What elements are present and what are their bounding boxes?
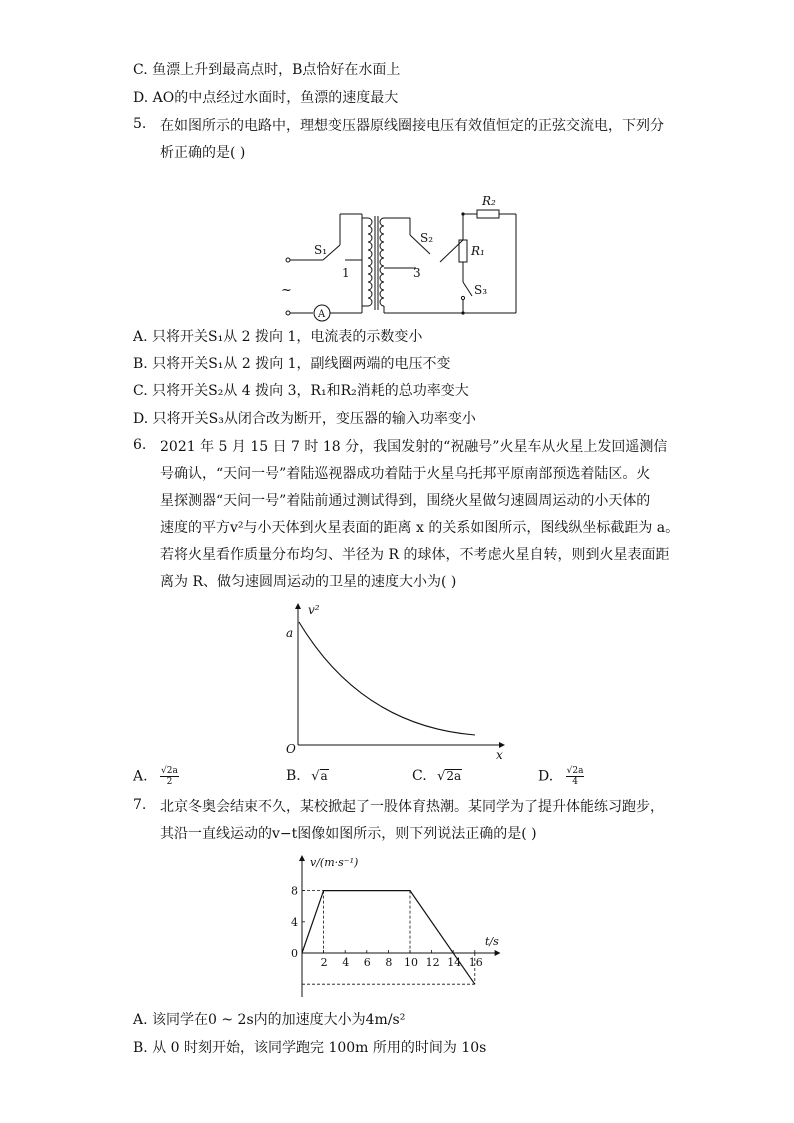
- q4-option-d: D. AO的中点经过水面时，鱼漂的速度最大: [133, 90, 399, 106]
- s3-label: S₃: [474, 283, 488, 297]
- q6-stem-line5: 若将火星看作质量分布均匀、半径为 R 的球体，不考虑火星自转，则到火星表面距: [160, 547, 670, 563]
- q7-stem-line2: 其沿一直线运动的v−t图像如图所示，则下列说法正确的是( ): [160, 826, 537, 842]
- vt-x-tick-label-14: 14: [447, 956, 462, 969]
- q5-number: 5.: [133, 116, 147, 132]
- q7-vt-chart: [280, 850, 510, 1010]
- r2-label: R₂: [482, 194, 496, 208]
- q7-option-b: B. 从 0 时刻开始，该同学跑完 100m 所用的时间为 10s: [133, 1040, 487, 1056]
- decay-curve: [299, 622, 475, 735]
- vt-x-tick-label-2: 2: [320, 956, 328, 969]
- q6-option-a: A. $\frac{√2a}{2}$: [133, 766, 178, 787]
- q6-number: 6.: [133, 437, 147, 453]
- vt-series-line: [302, 891, 475, 985]
- vt-y-tick-label-4: 4: [291, 915, 298, 929]
- vt-x-axis-label: t/s: [485, 935, 499, 948]
- vt-x-tick-label-16: 16: [468, 956, 483, 969]
- q6-option-b: B. √a: [286, 768, 328, 784]
- s2-label: S₂: [420, 231, 434, 245]
- ammeter-icon: A: [318, 309, 326, 320]
- q6-v2-x-graph: [280, 600, 510, 765]
- q7-option-a: A. 该同学在0 ~ 2s内的加速度大小为4m/s²: [133, 1012, 406, 1028]
- x-axis-label: x: [496, 748, 503, 762]
- vt-x-tick-label-6: 6: [363, 956, 371, 969]
- q5-stem-line2: 析正确的是( ): [160, 145, 246, 161]
- tap-1-label: 1: [342, 266, 350, 280]
- q6-stem-line6: 离为 R、做匀速圆周运动的卫星的速度大小为( ): [160, 574, 457, 590]
- vt-y-axis-label: v/(m·s⁻¹): [310, 856, 359, 869]
- ac-source-symbol: ~: [281, 283, 292, 298]
- vt-x-tick-label-10: 10: [404, 956, 418, 969]
- q7-stem-line1: 北京冬奥会结束不久，某校掀起了一股体育热潮。某同学为了提升体能练习跑步，: [160, 799, 664, 815]
- q5-option-c: C. 只将开关S₂从 4 拨向 3，R₁和R₂消耗的总功率变大: [133, 383, 469, 399]
- q6-stem-line1: 2021 年 5 月 15 日 7 时 18 分，我国发射的“祝融号”火星车从火星上发回遥测信: [160, 439, 668, 455]
- vt-x-tick-label-8: 8: [385, 956, 393, 969]
- q6-option-c: C. √2a: [412, 768, 462, 784]
- q5-option-a: A. 只将开关S₁从 2 拨向 1，电流表的示数变小: [133, 329, 423, 345]
- y-axis-label: v²: [308, 603, 320, 617]
- r1-label: R₁: [471, 244, 485, 258]
- vt-x-tick-label-12: 12: [425, 956, 440, 969]
- vt-y-tick-label-8: 8: [291, 884, 298, 898]
- q5-stem-line1: 在如图所示的电路中，理想变压器原线圈接电压有效值恒定的正弦交流电，下列分: [160, 118, 664, 134]
- q5-circuit-diagram: [280, 190, 530, 325]
- q7-number: 7.: [133, 797, 147, 813]
- q5-option-d: D. 只将开关S₃从闭合改为断开，变压器的输入功率变小: [133, 411, 476, 427]
- q4-option-c: C. 鱼漂上升到最高点时，B点恰好在水面上: [133, 62, 401, 78]
- q5-option-b: B. 只将开关S₁从 2 拨向 1，副线圈两端的电压不变: [133, 356, 451, 372]
- q6-stem-line3: 星探测器“天问一号”着陆前通过测试得到，围绕火星做匀速圆周运动的小天体的: [160, 493, 651, 509]
- vt-x-tick-label-4: 4: [342, 956, 350, 969]
- q6-stem-line4: 速度的平方v²与小天体到火星表面的距离 x 的关系如图所示，图线纵坐标截距为 a。: [160, 520, 680, 536]
- intercept-label: a: [286, 626, 294, 640]
- origin-label: O: [286, 742, 296, 756]
- s1-label: S₁: [314, 243, 328, 257]
- tap-3-label: 3: [413, 266, 421, 280]
- q6-option-d: D. $\frac{√2a}{4}$: [538, 766, 584, 787]
- q6-stem-line2: 号确认，“天问一号”着陆巡视器成功着陆于火星乌托邦平原南部预选着陆区。火: [160, 466, 651, 482]
- vt-y-tick-label-0: 0: [291, 947, 298, 960]
